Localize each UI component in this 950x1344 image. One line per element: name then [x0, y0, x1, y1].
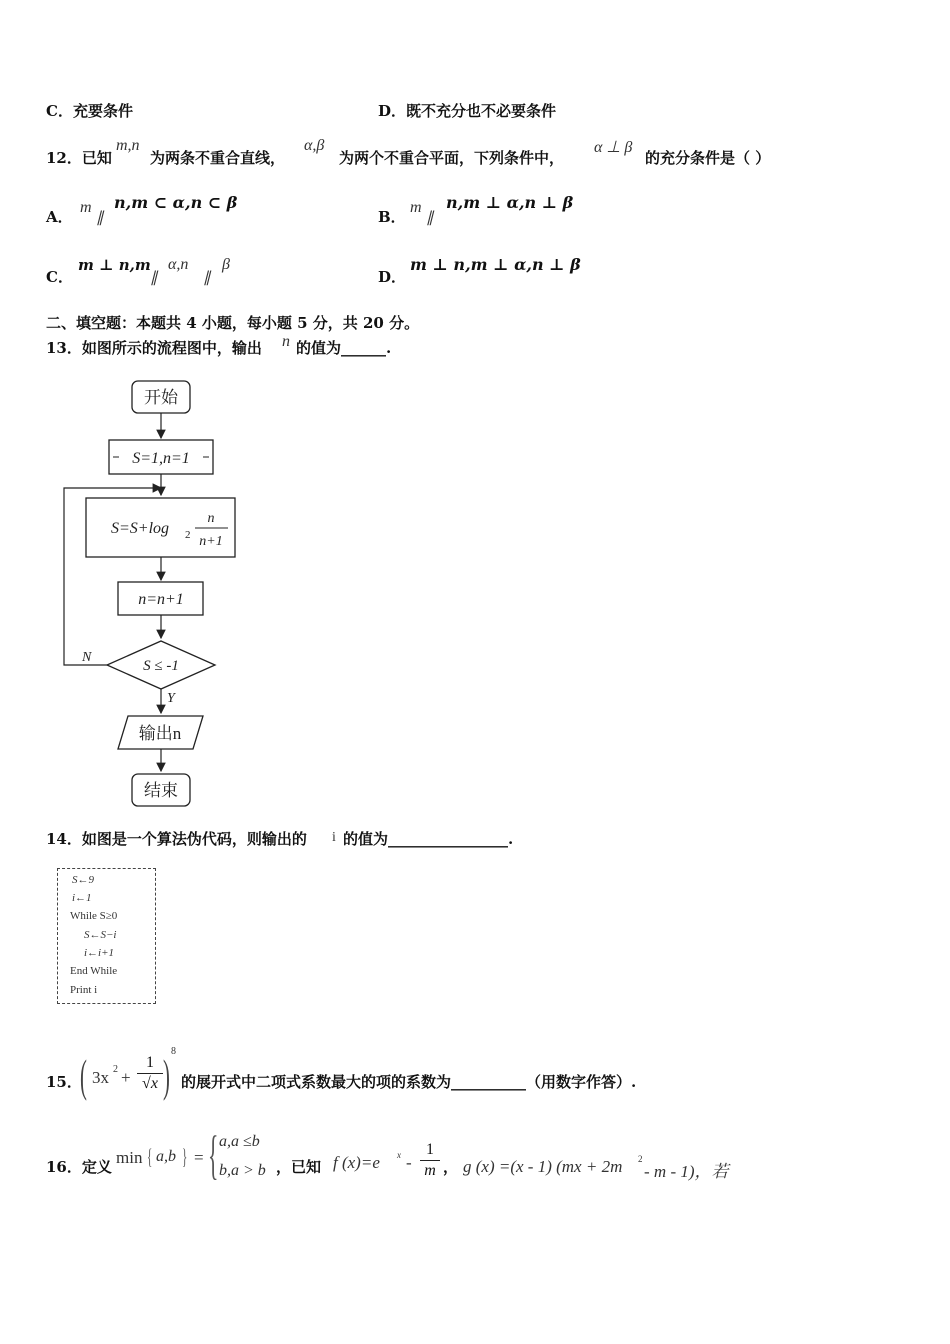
q12-end: 的充分条件是（ ） — [645, 149, 771, 167]
flow-label-y: Y — [167, 691, 175, 706]
q16-f-num: 1 — [426, 1141, 434, 1158]
pseudocode-line: While S≥0 — [70, 910, 118, 922]
q16-f-exp: x — [397, 1150, 401, 1160]
q12-vars-ab: α,β — [304, 137, 325, 154]
q12-option-b-label: B． — [378, 208, 406, 226]
q14-text-after: 的值为________________. — [343, 830, 514, 848]
pseudocode-line: End While — [70, 965, 118, 977]
q12-option-d-label: D． — [378, 268, 407, 286]
q15-label: 15． — [46, 1073, 82, 1091]
q16-f-bar — [420, 1160, 440, 1161]
q16-g-tail: - m - 1)，若 — [644, 1162, 729, 1181]
flow-frac-den: n+1 — [199, 534, 223, 549]
q12-option-c-alpha-n: α,n — [168, 256, 189, 273]
q16-eq: = — [194, 1148, 204, 1167]
q15-paren-right: ) — [163, 1050, 170, 1101]
q12-option-a-relation: n,m ⊂ α,n ⊂ β — [114, 193, 238, 212]
q11-option-c: C．充要条件 — [46, 102, 133, 120]
q16-f-lhs: f (x)=e — [333, 1153, 380, 1172]
pseudocode-line: Print i — [70, 984, 98, 996]
pseudocode-line: S←9 — [72, 874, 94, 886]
flow-end-label: 结束 — [144, 781, 178, 800]
q16-f-minus: - — [406, 1153, 412, 1172]
q16-f-den: m — [424, 1162, 436, 1179]
q12-option-b-relation: n,m ⊥ α,n ⊥ β — [446, 193, 574, 212]
q16-g-part: g (x) =(x - 1) (mx + 2m — [463, 1157, 623, 1176]
q16-min-fn: min — [116, 1148, 143, 1167]
q12-mid1: 为两条不重合直线， — [150, 149, 286, 167]
q12-option-d-text: m ⊥ n,m ⊥ α,n ⊥ β — [410, 255, 581, 274]
q15-frac-bar — [137, 1073, 163, 1074]
q16-label: 16．定义 — [46, 1158, 112, 1176]
q13-var: n — [282, 333, 290, 350]
flow-condition-label: S ≤ -1 — [143, 658, 179, 674]
q15-paren-left: ( — [80, 1050, 87, 1101]
parallel-symbol: ∥ — [150, 270, 158, 286]
q16-case-brace: { — [208, 1125, 219, 1185]
pseudocode-line: S←S−i — [84, 929, 117, 941]
q12-condition: α ⊥ β — [594, 139, 633, 156]
q13-text-after: 的值为______. — [296, 339, 392, 357]
q11-option-d: D．既不充分也不必要条件 — [378, 102, 557, 120]
q12-option-c-text: m ⊥ n,m — [78, 256, 151, 274]
q16-f-fraction — [420, 1141, 440, 1180]
q16-case1: a,a ≤b — [219, 1133, 260, 1150]
q16-g-square: 2 — [638, 1154, 643, 1164]
q12-vars-mn: m,n — [116, 137, 140, 154]
q15-base: 3x — [92, 1068, 109, 1087]
parallel-symbol: ∥ — [203, 270, 211, 286]
q12-option-a-label: A． — [46, 208, 73, 226]
flow-label-n: N — [82, 650, 92, 665]
flow-update-s-label: S=S+log — [111, 520, 170, 537]
q15-frac-num: 1 — [146, 1054, 154, 1071]
q16-separator: ， — [443, 1158, 459, 1176]
pseudocode-line: i←1 — [72, 892, 92, 904]
pseudocode-line: i←i+1 — [84, 947, 115, 959]
q15-fraction — [137, 1054, 163, 1093]
q12-mid2: 为两个不重合平面，下列条件中， — [339, 149, 565, 167]
flow-init-label: S=1,n=1 — [132, 450, 190, 467]
flow-start-label: 开始 — [144, 388, 178, 407]
q16-min-args: a,b — [156, 1148, 176, 1165]
q16-case2: b,a > b — [219, 1162, 266, 1179]
parallel-symbol: ∥ — [426, 210, 434, 226]
q14-var: i — [332, 830, 336, 845]
q15-square: 2 — [113, 1064, 118, 1075]
q12-option-b-m: m — [410, 199, 422, 216]
q15-power: 8 — [171, 1046, 176, 1057]
flow-frac-num: n — [207, 511, 215, 526]
q15-text: 的展开式中二项式系数最大的项的系数为__________（用数字作答）. — [181, 1073, 637, 1091]
q15-plus: + — [121, 1068, 131, 1087]
q12-option-c-beta: β — [222, 256, 230, 273]
q12-option-c-label: C． — [46, 268, 73, 286]
section2-heading: 二、填空题：本题共 4 小题，每小题 5 分，共 20 分。 — [46, 314, 420, 332]
q14-text-before: 14．如图是一个算法伪代码，则输出的 — [46, 830, 307, 848]
flow-log-base: 2 — [185, 529, 191, 541]
q16-bracket-right: } — [182, 1144, 188, 1169]
flow-update-n-label: n=n+1 — [138, 591, 184, 608]
q16-bracket-left: { — [147, 1144, 153, 1169]
q12-number: 12．已知 — [46, 149, 112, 167]
flow-output-label: 输出n — [138, 724, 182, 743]
q13-text-before: 13．如图所示的流程图中，输出 — [46, 339, 262, 357]
q12-option-a-m: m — [80, 199, 92, 216]
q16-known: ，已知 — [276, 1158, 322, 1176]
q15-frac-den: √x — [142, 1075, 158, 1092]
parallel-symbol: ∥ — [96, 210, 104, 226]
